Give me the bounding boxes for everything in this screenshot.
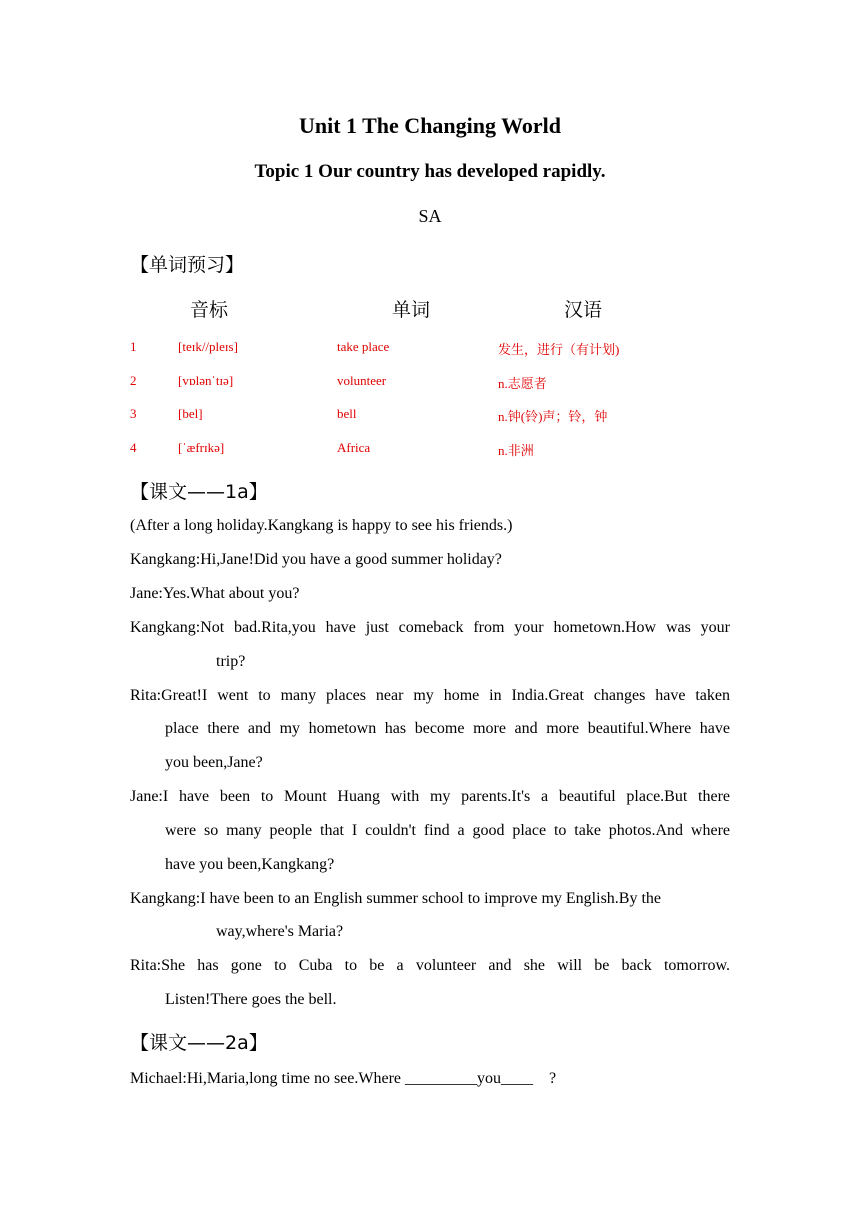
vocab-meaning: n.钟(铃)声；铃，钟 — [498, 409, 608, 424]
vocab-number: 4 — [130, 440, 137, 455]
dialogue-line: Kangkang:I have been to an English summer school to improve my English.By the — [130, 890, 662, 907]
dialogue-line: place there and my hometown has become more and more beautiful.Where have — [165, 720, 730, 737]
dialogue-line: Rita:Great!I went to many places near my home in India.Great changes have taken — [130, 687, 730, 704]
vocab-heading: 【单词预习】 — [130, 254, 245, 276]
vocab-meaning: n.志愿者 — [498, 376, 547, 391]
column-phonetic-header: 音标 — [190, 299, 229, 321]
dialogue-line: were so many people that I couldn't find a good place to take photos.And where — [165, 822, 730, 839]
dialogue-line: Kangkang:Hi,Jane!Did you have a good summer holiday? — [130, 551, 502, 568]
dialogue-line: you been,Jane? — [165, 754, 263, 771]
dialogue-line: Listen!There goes the bell. — [165, 991, 337, 1008]
text-1a-heading: 【课文——1a】 — [130, 481, 268, 503]
dialogue-line: Jane:Yes.What about you? — [130, 585, 300, 602]
vocab-number: 3 — [130, 406, 137, 421]
vocab-phonetic: [bel] — [178, 406, 203, 421]
vocab-row — [0, 339, 860, 361]
vocab-row — [0, 406, 860, 428]
vocab-row — [0, 440, 860, 462]
vocab-word: volunteer — [337, 373, 387, 388]
vocab-phonetic: [vɒlənˈtɪə] — [178, 373, 234, 388]
dialogue-line: Rita:She has gone to Cuba to be a volunteer and she will be back tomorrow. — [130, 957, 730, 974]
vocab-phonetic: [teɪk//pleɪs] — [178, 339, 238, 354]
dialogue-line: have you been,Kangkang? — [165, 856, 335, 873]
vocab-row — [0, 373, 860, 395]
vocab-meaning: 发生，进行（有计划) — [498, 342, 620, 357]
dialogue-line: Michael:Hi,Maria,long time no see.Where _________you____ ? — [130, 1070, 557, 1087]
vocab-number: 1 — [130, 339, 137, 354]
text-2a-heading: 【课文——2a】 — [130, 1032, 268, 1054]
vocab-number: 2 — [130, 373, 137, 388]
vocab-word: Africa — [337, 440, 371, 455]
column-meaning-header: 汉语 — [564, 299, 603, 321]
vocab-meaning: n.非洲 — [498, 443, 534, 458]
dialogue-line: trip? — [216, 653, 246, 670]
dialogue-line: way,where's Maria? — [216, 923, 344, 940]
vocab-word: take place — [337, 339, 390, 354]
dialogue-line: Jane:I have been to Mount Huang with my parents.It's a beautiful place.But there — [130, 788, 730, 805]
section-label: SA — [418, 206, 442, 226]
column-word-header: 单词 — [392, 299, 431, 321]
vocab-word: bell — [337, 406, 357, 421]
dialogue-line: (After a long holiday.Kangkang is happy to see his friends.) — [130, 517, 513, 534]
unit-title: Unit 1 The Changing World — [298, 113, 562, 138]
topic-title: Topic 1 Our country has developed rapidly. — [254, 161, 606, 182]
dialogue-line: Kangkang:Not bad.Rita,you have just comeback from your hometown.How was your — [130, 619, 730, 636]
vocab-phonetic: [ˈæfrɪkə] — [178, 440, 225, 455]
